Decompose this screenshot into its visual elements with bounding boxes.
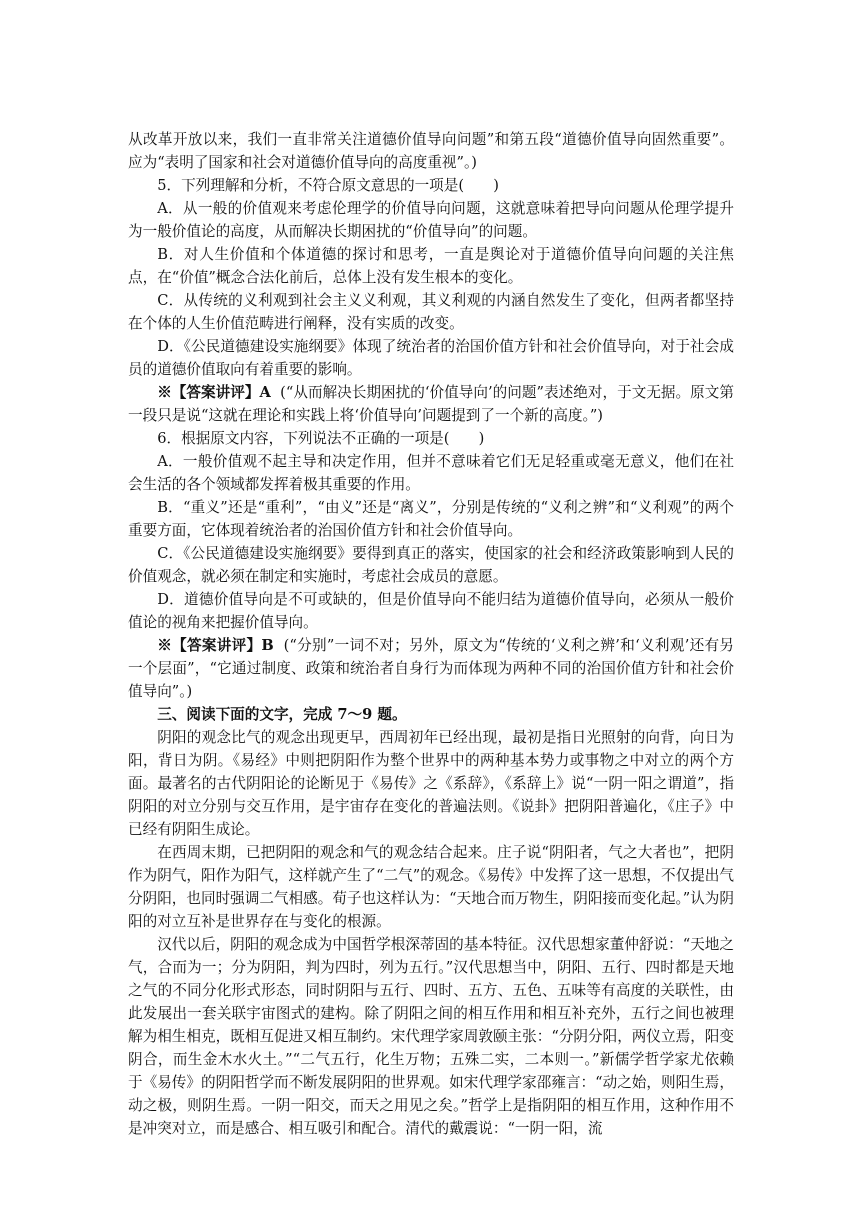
passage-paragraph-2: 在西周末期，已把阴阳的观念和气的观念结合起来。庄子说“阴阳者，气之大者也”，把阴作为阴气，阳作为阳气，这样就产生了“二气”的观念。《易传》中发挥了这一思想，不仅提出气分阴阳，也同时强调二气相感。荀子也这样认为：“天地合而万物生，阴阳接而变化起。”认为阴阳的对立互补是世界存在与变化的根源。: [128, 844, 734, 930]
intro-continuation: 从改革开放以来，我们一直非常关注道德价值导向问题”和第五段“道德价值导向固然重要”。应为“表明了国家和社会对道德价值导向的高度重视”。): [128, 131, 734, 171]
q5-option-b: B．对人生价值和个体道德的探讨和思考，一直是舆论对于道德价值导向问题的关注焦点，在“价值”概念合法化前后，总体上没有发生根本的变化。: [128, 246, 734, 286]
q6-answer: [128, 634, 734, 703]
q5-option-c: C．从传统的义利观到社会主义义利观，其义利观的内涵自然发生了变化，但两者都坚持在个体的人生价值范畴进行阐释，没有实质的改变。: [128, 292, 734, 332]
document-page: [128, 128, 734, 1140]
q6-option-b: B．“重义”还是“重利”，“由义”还是“离义”，分别是传统的“义利之辨”和“义利观”的两个重要方面，它体现着统治者的治国价值方针和社会价值导向。: [128, 499, 734, 539]
q6-stem: 6．根据原文内容，下列说法不正确的一项是( ): [157, 430, 485, 447]
q5-answer-label: ※【答案讲评】A: [157, 384, 271, 401]
q6-answer-label: ※【答案讲评】B: [157, 637, 274, 654]
q5-answer-text: (“从而解决长期困扰的‘价值导向’的问题”表述绝对，于文无据。原文第一段只是说“这就在理论和实践上将‘价值导向’问题提到了一个新的高度。”): [128, 384, 734, 424]
q5-stem: 5．下列理解和分析，不符合原文意思的一项是( ): [157, 177, 499, 194]
passage-paragraph-1: 阴阳的观念比气的观念出现更早，西周初年已经出现，最初是指日光照射的向背，向日为阳，背日为阴。《易经》中则把阴阳作为整个世界中的两种基本势力或事物之中对立的两个方面。最著名的古代阴阳论的论断见于《易传》之《系辞》，《系辞上》说“一阴一阳之谓道”，指阴阳的对立分别与交互作用，是宇宙存在变化的普遍法则。《说卦》把阴阳普遍化，《庄子》中已经有阴阳生成论。: [128, 729, 734, 838]
q6-answer-text: (“分别”一词不对；另外，原文为“传统的‘义利之辨’和‘义利观’还有另一个层面”，“它通过制度、政策和统治者自身行为而体现为两种不同的治国价值方针和社会价值导向”。): [128, 637, 735, 700]
q6-option-a: A．一般价值观不起主导和决定作用，但并不意味着它们无足轻重或毫无意义，他们在社会生活的各个领域都发挥着极其重要的作用。: [128, 453, 734, 493]
passage-paragraph-3: 汉代以后，阴阳的观念成为中国哲学根深蒂固的基本特征。汉代思想家董仲舒说：“天地之气，合而为一；分为阴阳，判为四时，列为五行。”汉代思想当中，阴阳、五行、四时都是天地之气的不同分化形式形态，同时阴阳与五行、四时、五方、五色、五味等有高度的关联性，由此发展出一套关联宇宙图式的建构。除了阴阳之间的相互作用和相互补充外，五行之间也被理解为相生相克，既相互促进又相互制约。宋代理学家周敦颐主张：“分阴分阳，两仪立焉，阳变阴合，而生金木水火土。”“二气五行，化生万物；五殊二实，二本则一。”新儒学哲学家尤依赖于《易传》的阴阳哲学而不断发展阴阳的世界观。如宋代理学家邵雍言：“动之始，则阳生焉，动之极，则阴生焉。一阴一阳交，而天之用见之矣。”哲学上是指阴阳的相互作用，这种作用不是冲突对立，而是感合、相互吸引和配合。清代的戴震说：“一阴一阳，流: [128, 936, 734, 1137]
q5-answer: [128, 381, 734, 427]
q5-option-d: D．《公民道德建设实施纲要》体现了统治者的治国价值方针和社会价值导向，对于社会成员的道德价值取向有着重要的影响。: [128, 338, 734, 378]
section-three-heading: 三、阅读下面的文字，完成 7～9 题。: [157, 706, 407, 723]
q6-option-d: D．道德价值导向是不可或缺的，但是价值导向不能归结为道德价值导向，必须从一般价值论的视角来把握价值导向。: [128, 591, 734, 631]
q5-option-a: A．从一般的价值观来考虑伦理学的价值导向问题，这就意味着把导向问题从伦理学提升为一般价值论的高度，从而解决长期困扰的“价值导向”的问题。: [128, 200, 734, 240]
q6-option-c: C．《公民道德建设实施纲要》要得到真正的落实，使国家的社会和经济政策影响到人民的价值观念，就必须在制定和实施时，考虑社会成员的意愿。: [128, 545, 734, 585]
